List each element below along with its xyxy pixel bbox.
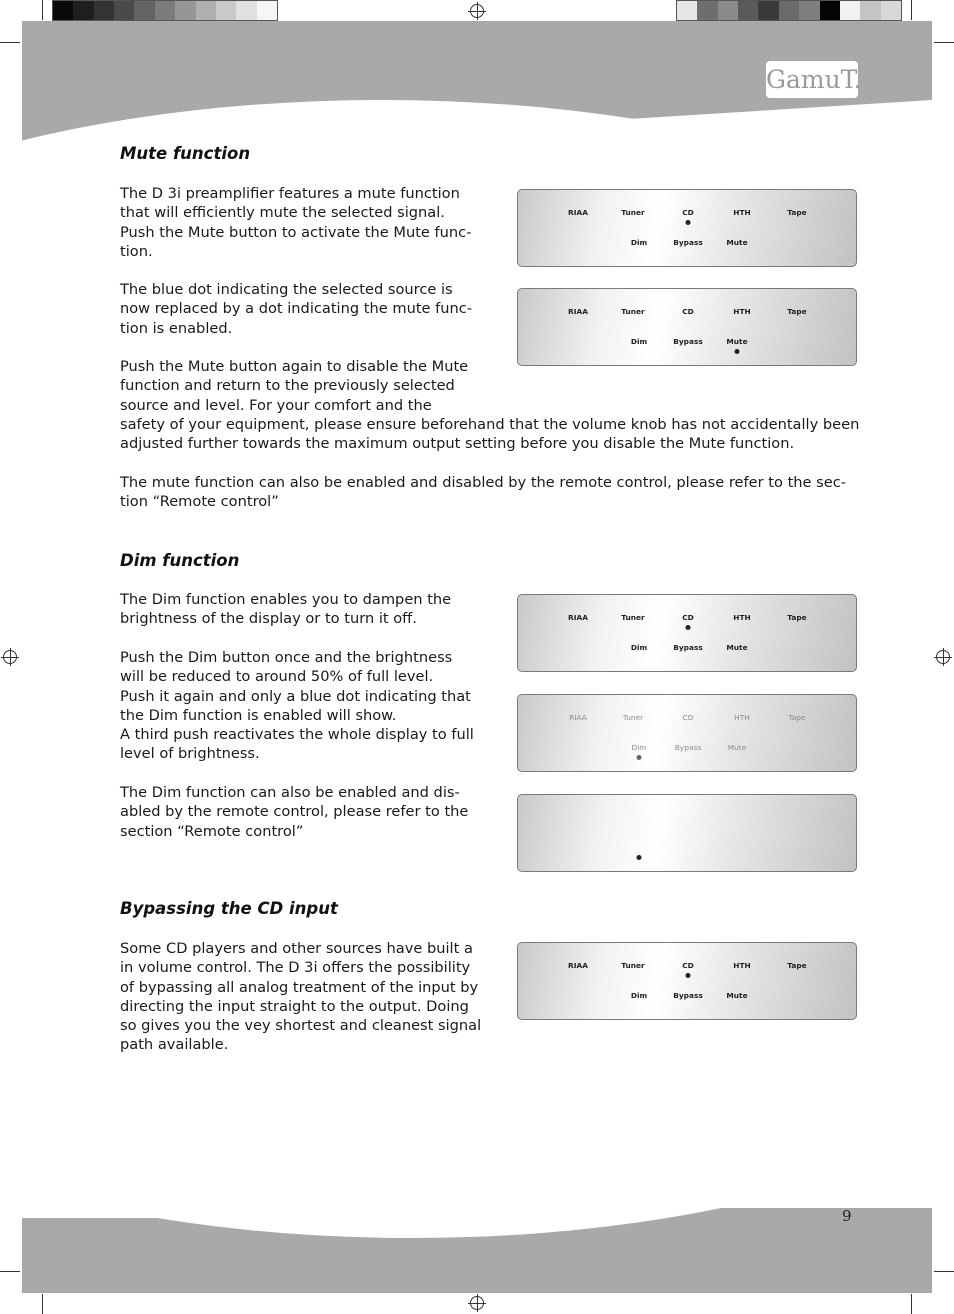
display-label-tuner: Tuner (622, 713, 644, 722)
display-label-cd: CD (682, 307, 694, 316)
crop-mark (911, 0, 912, 20)
display-label-tuner: Tuner (621, 961, 645, 970)
crop-mark (0, 1271, 20, 1272)
display-label-tape: Tape (787, 613, 807, 622)
display-label-riaa: RIAA (568, 613, 588, 622)
dim-paragraph-1: The Dim function enables you to dampen the brightness of the display or to turn it off. (120, 591, 452, 628)
dim-paragraph-2: Push the Dim button once and the brightness will be reduced to around 50% of full level. Push it again and only a blue dot indicating that the Dim function is enabled will show. A third push reactivates the whole display to full level of brightness. (120, 649, 474, 763)
display-label-dim: Dim (630, 337, 648, 346)
display-panel-display-off (517, 794, 857, 872)
registration-mark-right (936, 650, 950, 664)
display-label-bypass: Bypass (673, 337, 703, 346)
display-label-tuner: Tuner (621, 307, 645, 316)
display-label-dim: Dim (630, 643, 648, 652)
gamut-logo: GamuT. (766, 61, 858, 98)
crop-mark (934, 1271, 954, 1272)
mute-paragraph-2: The blue dot indicating the selected source is now replaced by a dot indicating the mute func- tion is enabled. (120, 281, 473, 337)
crop-mark (0, 42, 20, 43)
crop-mark (934, 42, 954, 43)
indicator-dot (686, 220, 691, 225)
display-label-tuner: Tuner (621, 208, 645, 217)
display-label-mute: Mute (726, 238, 748, 247)
display-label-cd: CD (682, 613, 694, 622)
display-panel-dim-50 (517, 694, 857, 772)
display-panel-cd-selected (517, 594, 857, 672)
display-label-hth: HTH (733, 208, 751, 217)
color-bar-left (52, 0, 278, 21)
indicator-dot (735, 349, 740, 354)
registration-mark-top (470, 4, 484, 18)
display-label-cd: CD (682, 208, 694, 217)
display-panel-mute-enabled (517, 288, 857, 366)
display-label-hth: HTH (733, 613, 751, 622)
crop-mark (42, 1294, 43, 1314)
indicator-dot (686, 973, 691, 978)
display-label-riaa: RIAA (568, 208, 588, 217)
footer-band (22, 1208, 932, 1293)
crop-mark (42, 0, 43, 20)
page-number: 9 (842, 1207, 852, 1225)
section-heading-dim: Dim function (120, 551, 240, 570)
mute-paragraph-4: The mute function can also be enabled and disabled by the remote control, please refer to the sec- tion “Remote control” (120, 474, 847, 511)
display-label-hth: HTH (733, 961, 751, 970)
display-label-cd: CD (682, 961, 694, 970)
indicator-dot (637, 755, 642, 760)
display-label-tuner: Tuner (621, 613, 645, 622)
display-label-cd: CD (682, 713, 694, 722)
display-label-riaa: RIAA (568, 961, 588, 970)
registration-mark-bottom (470, 1296, 484, 1310)
display-panel-cd-selected (517, 189, 857, 267)
display-label-bypass: Bypass (673, 643, 703, 652)
mute-paragraph-3: Push the Mute button again to disable the Mute function and return to the previously selected source and level. For your comfort and the safety of your equipment, please ensure beforehand that the volume knob has not accidentally been adjusted further towards the maximum output setting before you disable the Mute function. (120, 358, 860, 453)
display-label-dim: Dim (630, 991, 648, 1000)
section-heading-bypass: Bypassing the CD input (120, 899, 338, 918)
registration-mark-left (3, 650, 17, 664)
display-label-dim: Dim (631, 743, 647, 752)
display-label-tape: Tape (787, 208, 807, 217)
mute-paragraph-1: The D 3i preamplifier features a mute function that will efficiently mute the selected signal. Push the Mute button to activate the Mute func- tion. (120, 185, 472, 260)
indicator-dot (686, 625, 691, 630)
display-label-bypass: Bypass (673, 238, 703, 247)
display-label-riaa: RIAA (568, 307, 588, 316)
display-label-bypass: Bypass (673, 991, 703, 1000)
display-label-dim: Dim (630, 238, 648, 247)
display-label-tape: Tape (788, 713, 806, 722)
indicator-dot (637, 855, 642, 860)
display-label-hth: HTH (734, 713, 750, 722)
display-label-bypass: Bypass (674, 743, 702, 752)
display-label-mute: Mute (727, 743, 747, 752)
section-heading-mute: Mute function (120, 144, 251, 163)
color-bar-right (676, 0, 902, 21)
dim-paragraph-3: The Dim function can also be enabled and dis- abled by the remote control, please refer to the section “Remote control” (120, 784, 469, 840)
crop-mark (911, 1294, 912, 1314)
display-label-tape: Tape (787, 307, 807, 316)
display-label-riaa: RIAA (569, 713, 587, 722)
bypass-paragraph-1: Some CD players and other sources have built a in volume control. The D 3i offers the possibility of bypassing all analog treatment of the input by directing the input straight to the output. Doing so gives you the vey shortest and cleanest signal path available. (120, 940, 482, 1054)
display-label-mute: Mute (726, 991, 748, 1000)
display-label-hth: HTH (733, 307, 751, 316)
display-panel-cd-selected (517, 942, 857, 1020)
display-label-tape: Tape (787, 961, 807, 970)
display-label-mute: Mute (726, 643, 748, 652)
display-label-mute: Mute (726, 337, 748, 346)
